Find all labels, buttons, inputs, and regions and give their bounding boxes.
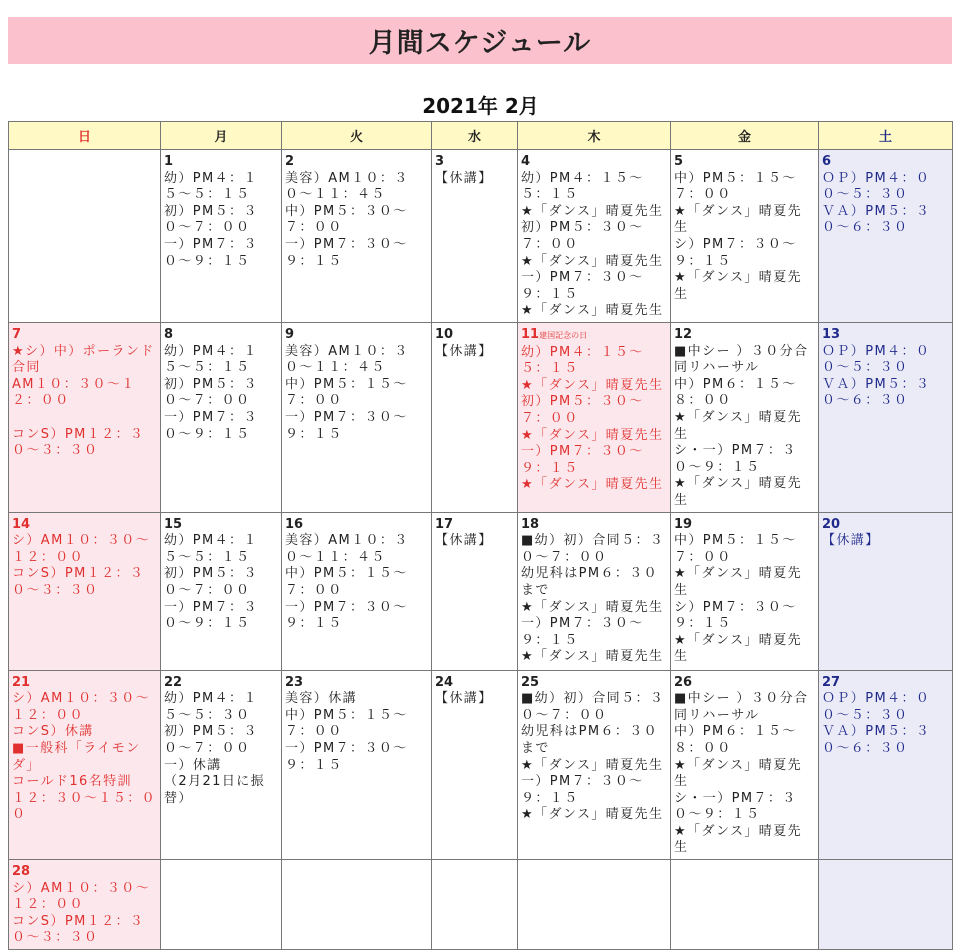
day-number: 26 bbox=[674, 674, 693, 690]
empty-day-cell bbox=[432, 860, 518, 950]
schedule-entry: 幼）PM４：１５〜５：１５ bbox=[164, 170, 258, 203]
schedule-entry: ★「ダンス」晴夏先生 bbox=[674, 566, 802, 598]
schedule-entry: 幼）PM４：１５〜５：１５ bbox=[521, 170, 644, 203]
schedule-entry: 美容）AM１０：３０〜１１：４５ bbox=[285, 533, 409, 565]
calendar-table bbox=[8, 121, 953, 950]
schedule-entry: ＯＰ）PM４：００〜５：３０ bbox=[822, 343, 931, 376]
schedule-entry: 中）PM５：１５〜７：００ bbox=[674, 533, 797, 565]
schedule-entry: 幼児科はPM６：３０まで bbox=[521, 566, 659, 598]
schedule-entry: 一）PM７：３０〜９：１５ bbox=[521, 444, 644, 476]
week-row bbox=[9, 670, 953, 860]
schedule-entry: ★「ダンス」晴夏先生 bbox=[674, 823, 802, 856]
day-number: 10 bbox=[435, 327, 454, 342]
day-number: 1 bbox=[164, 154, 174, 169]
day-cell-16 bbox=[282, 512, 432, 670]
schedule-entry: 美容）AM１０：３０〜１１：４５ bbox=[285, 343, 409, 376]
schedule-entry: シ・一）PM７：３０〜９：１５ bbox=[674, 790, 797, 823]
schedule-entry: ＯＰ）PM４：００〜５：３０ bbox=[822, 691, 931, 723]
weekday-header-sat: 土 bbox=[819, 122, 953, 150]
schedule-entry: 幼）PM４：１５〜５：１５ bbox=[521, 344, 644, 377]
day-cell-9 bbox=[282, 323, 432, 513]
schedule-entry: ★「ダンス」晴夏先生 bbox=[521, 203, 664, 219]
weekday-header-fri: 金 bbox=[671, 122, 819, 150]
day-cell-22 bbox=[161, 670, 282, 860]
week-row bbox=[9, 323, 953, 513]
day-cell-13 bbox=[819, 323, 953, 513]
schedule-entry: シ）AM１０：３０〜１２：００ bbox=[12, 691, 151, 723]
schedule-entry: 一）PM７：３０〜９：１５ bbox=[521, 616, 644, 648]
day-number: 9 bbox=[285, 327, 295, 342]
schedule-entry: 一）PM７：３０〜９：１５ bbox=[164, 599, 258, 632]
schedule-entry: 一）PM７：３０〜９：１５ bbox=[285, 236, 408, 269]
week-row bbox=[9, 860, 953, 950]
day-cell-12 bbox=[671, 323, 819, 513]
schedule-entry: ★「ダンス」晴夏先生 bbox=[674, 632, 802, 665]
schedule-entry: 一）PM７：３０〜９：１５ bbox=[164, 409, 258, 442]
schedule-entry: 一）PM７：３０〜９：１５ bbox=[285, 740, 408, 773]
schedule-entry: 【休講】 bbox=[435, 343, 493, 359]
schedule-entry: （2月21日に振替） bbox=[164, 774, 266, 806]
day-number: 13 bbox=[822, 327, 841, 342]
schedule-entry: 中）PM５：１５〜７：００ bbox=[285, 566, 408, 598]
schedule-entry: 中）PM５：１５〜７：００ bbox=[285, 376, 408, 409]
schedule-entry: 幼）PM４：１５〜５：１５ bbox=[164, 533, 258, 565]
day-cell-25 bbox=[518, 670, 671, 860]
day-number: 21 bbox=[12, 674, 31, 690]
day-number: 11 bbox=[521, 327, 540, 342]
day-cell-27 bbox=[819, 670, 953, 860]
day-number: 20 bbox=[822, 516, 841, 532]
schedule-entry: ★「ダンス」晴夏先生 bbox=[674, 203, 802, 236]
day-cell-21 bbox=[9, 670, 161, 860]
schedule-entry: 初）PM５：３０〜７：００ bbox=[164, 566, 258, 598]
day-number: 12 bbox=[674, 327, 693, 342]
schedule-entry: ★「ダンス」晴夏先生 bbox=[521, 303, 664, 319]
schedule-entry: 初）PM５：３０〜７：００ bbox=[521, 220, 644, 252]
day-cell-23 bbox=[282, 670, 432, 860]
empty-day-cell bbox=[161, 860, 282, 950]
day-cell-10 bbox=[432, 323, 518, 513]
day-cell-20 bbox=[819, 512, 953, 670]
day-cell-26 bbox=[671, 670, 819, 860]
schedule-entry: ■幼）初）合同５：３０〜７：００ bbox=[521, 691, 665, 723]
schedule-entry: 【休講】 bbox=[435, 170, 493, 186]
day-number: 2 bbox=[285, 154, 295, 169]
day-cell-3 bbox=[432, 150, 518, 323]
empty-day-cell bbox=[518, 860, 671, 950]
schedule-entry: コールド16名特訓 bbox=[12, 774, 132, 790]
weekday-header-mon: 月 bbox=[161, 122, 282, 150]
day-cell-14 bbox=[9, 512, 161, 670]
schedule-entry: 美容）休講 bbox=[285, 691, 358, 707]
schedule-entry: 中）PM５：１５〜７：００ bbox=[285, 707, 408, 740]
day-number: 8 bbox=[164, 327, 174, 342]
day-cell-18 bbox=[518, 512, 671, 670]
schedule-entry: ■幼）初）合同５：３０〜７：００ bbox=[521, 533, 665, 565]
schedule-entry: ＯＰ）PM４：００〜５：３０ bbox=[822, 170, 931, 203]
day-cell-28 bbox=[9, 860, 161, 950]
schedule-entry: 初）PM５：３０〜７：００ bbox=[164, 724, 258, 756]
day-number: 3 bbox=[435, 154, 445, 169]
day-number: 28 bbox=[12, 864, 31, 880]
schedule-entry: 中）PM５：１５〜７：００ bbox=[674, 170, 797, 203]
day-number: 14 bbox=[12, 516, 31, 532]
schedule-entry: ★シ）中）ポーランド合同 bbox=[12, 343, 155, 376]
empty-day-cell bbox=[671, 860, 819, 950]
schedule-entry: ★「ダンス」晴夏先生 bbox=[674, 409, 802, 442]
schedule-entry: コンS）PM１２：３０〜３：３０ bbox=[12, 566, 145, 598]
page-title: 月間スケジュール bbox=[8, 17, 952, 64]
day-number: 15 bbox=[164, 516, 183, 532]
schedule-entry: 初）PM５：３０〜７：００ bbox=[164, 203, 258, 236]
day-cell-15 bbox=[161, 512, 282, 670]
schedule-entry: コンS）PM１２：３０〜３：３０ bbox=[12, 426, 145, 459]
day-number: 25 bbox=[521, 674, 540, 690]
weekday-header-row bbox=[9, 122, 953, 150]
schedule-entry: 中）PM６：１５〜８：００ bbox=[674, 724, 797, 756]
schedule-entry: ★「ダンス」晴夏先生 bbox=[521, 377, 664, 393]
day-cell-24 bbox=[432, 670, 518, 860]
schedule-entry: ★「ダンス」晴夏先生 bbox=[674, 757, 802, 790]
schedule-entry: ＶＡ）PM５：３０〜６：３０ bbox=[822, 203, 931, 236]
day-cell-7 bbox=[9, 323, 161, 513]
schedule-entry: 【休講】 bbox=[435, 533, 493, 549]
day-number: 23 bbox=[285, 674, 304, 690]
schedule-entry: シ）PM７：３０〜９：１５ bbox=[674, 236, 797, 269]
day-number: 22 bbox=[164, 674, 183, 690]
schedule-entry: AM１０：３０〜１２：００ bbox=[12, 376, 136, 409]
empty-day-cell bbox=[819, 860, 953, 950]
schedule-entry: コンS）PM１２：３０〜３：３０ bbox=[12, 913, 145, 946]
schedule-entry: 中）PM６：１５〜８：００ bbox=[674, 376, 797, 409]
schedule-entry: ★「ダンス」晴夏先生 bbox=[521, 253, 664, 269]
schedule-entry: ★「ダンス」晴夏先生 bbox=[521, 807, 664, 823]
schedule-entry: １２：３０〜１５：００ bbox=[12, 790, 157, 823]
schedule-entry: 初）PM５：３０〜７：００ bbox=[521, 394, 644, 426]
empty-day-cell bbox=[282, 860, 432, 950]
schedule-entry: 一）PM７：３０〜９：１５ bbox=[521, 774, 644, 806]
schedule-entry: 一）PM７：３０〜９：１５ bbox=[521, 270, 644, 302]
day-number: 7 bbox=[12, 327, 22, 342]
schedule-entry: 一）PM７：３０〜９：１５ bbox=[164, 236, 258, 269]
week-row bbox=[9, 150, 953, 323]
empty-day-cell bbox=[9, 150, 161, 323]
month-title: 2021年 2月 bbox=[422, 93, 539, 118]
day-number: 27 bbox=[822, 674, 841, 690]
weekday-header-tue: 火 bbox=[282, 122, 432, 150]
day-cell-4 bbox=[518, 150, 671, 323]
schedule-entry: 美容）AM１０：３０〜１１：４５ bbox=[285, 170, 409, 203]
day-number: 6 bbox=[822, 154, 832, 169]
weekday-header-sun: 日 bbox=[9, 122, 161, 150]
schedule-entry: ★「ダンス」晴夏先生 bbox=[521, 427, 664, 443]
weekday-header-thu: 木 bbox=[518, 122, 671, 150]
holiday-name: 建国記念の日 bbox=[539, 331, 588, 340]
schedule-entry: ＶＡ）PM５：３０〜６：３０ bbox=[822, 724, 931, 756]
day-cell-17 bbox=[432, 512, 518, 670]
schedule-entry bbox=[12, 410, 157, 427]
day-cell-19 bbox=[671, 512, 819, 670]
weekday-header-wed: 水 bbox=[432, 122, 518, 150]
schedule-entry: シ）PM７：３０〜９：１５ bbox=[674, 599, 797, 632]
schedule-entry: ■一般科「ライモンダ」 bbox=[12, 740, 141, 773]
day-cell-1 bbox=[161, 150, 282, 323]
day-cell-11 bbox=[518, 323, 671, 513]
day-number: 24 bbox=[435, 674, 454, 690]
schedule-entry: 中）PM５：３０〜７：００ bbox=[285, 203, 408, 236]
day-number: 5 bbox=[674, 154, 684, 169]
schedule-entry: シ・一）PM７：３０〜９：１５ bbox=[674, 443, 797, 475]
day-number: 19 bbox=[674, 516, 693, 532]
schedule-entry: ★「ダンス」晴夏先生 bbox=[674, 270, 802, 302]
schedule-entry: 一）PM７：３０〜９：１５ bbox=[285, 409, 408, 442]
schedule-entry: コンS）休講 bbox=[12, 724, 94, 740]
day-number: 18 bbox=[521, 516, 540, 532]
schedule-entry: ★「ダンス」晴夏先生 bbox=[521, 477, 664, 493]
week-row bbox=[9, 512, 953, 670]
schedule-entry: 幼児科はPM６：３０まで bbox=[521, 724, 659, 756]
schedule-entry: 初）PM５：３０〜７：００ bbox=[164, 376, 258, 409]
day-number: 16 bbox=[285, 516, 304, 532]
schedule-entry: シ）AM１０：３０〜１２：００ bbox=[12, 880, 151, 913]
schedule-entry: 一）休講 bbox=[164, 757, 222, 773]
day-cell-2 bbox=[282, 150, 432, 323]
schedule-entry: ＶＡ）PM５：３０〜６：３０ bbox=[822, 376, 931, 409]
schedule-entry: ★「ダンス」晴夏先生 bbox=[674, 476, 802, 508]
schedule-entry: ■中シー ）３０分合同リハーサル bbox=[674, 343, 809, 376]
schedule-entry: 【休講】 bbox=[435, 691, 493, 707]
schedule-entry: 幼）PM４：１５〜５：３０ bbox=[164, 691, 258, 723]
schedule-entry: 【休講】 bbox=[822, 533, 880, 549]
day-cell-5 bbox=[671, 150, 819, 323]
schedule-entry: ★「ダンス」晴夏先生 bbox=[521, 757, 664, 773]
schedule-entry: ■中シー ）３０分合同リハーサル bbox=[674, 691, 809, 723]
schedule-entry: 一）PM７：３０〜９：１５ bbox=[285, 599, 408, 632]
schedule-entry: ★「ダンス」晴夏先生 bbox=[521, 599, 664, 615]
schedule-entry: ★「ダンス」晴夏先生 bbox=[521, 649, 664, 665]
day-cell-8 bbox=[161, 323, 282, 513]
day-number: 4 bbox=[521, 154, 531, 169]
day-number: 17 bbox=[435, 516, 454, 532]
schedule-entry: 幼）PM４：１５〜５：１５ bbox=[164, 343, 258, 376]
schedule-entry: シ）AM１０：３０〜１２：００ bbox=[12, 533, 151, 565]
day-cell-6 bbox=[819, 150, 953, 323]
